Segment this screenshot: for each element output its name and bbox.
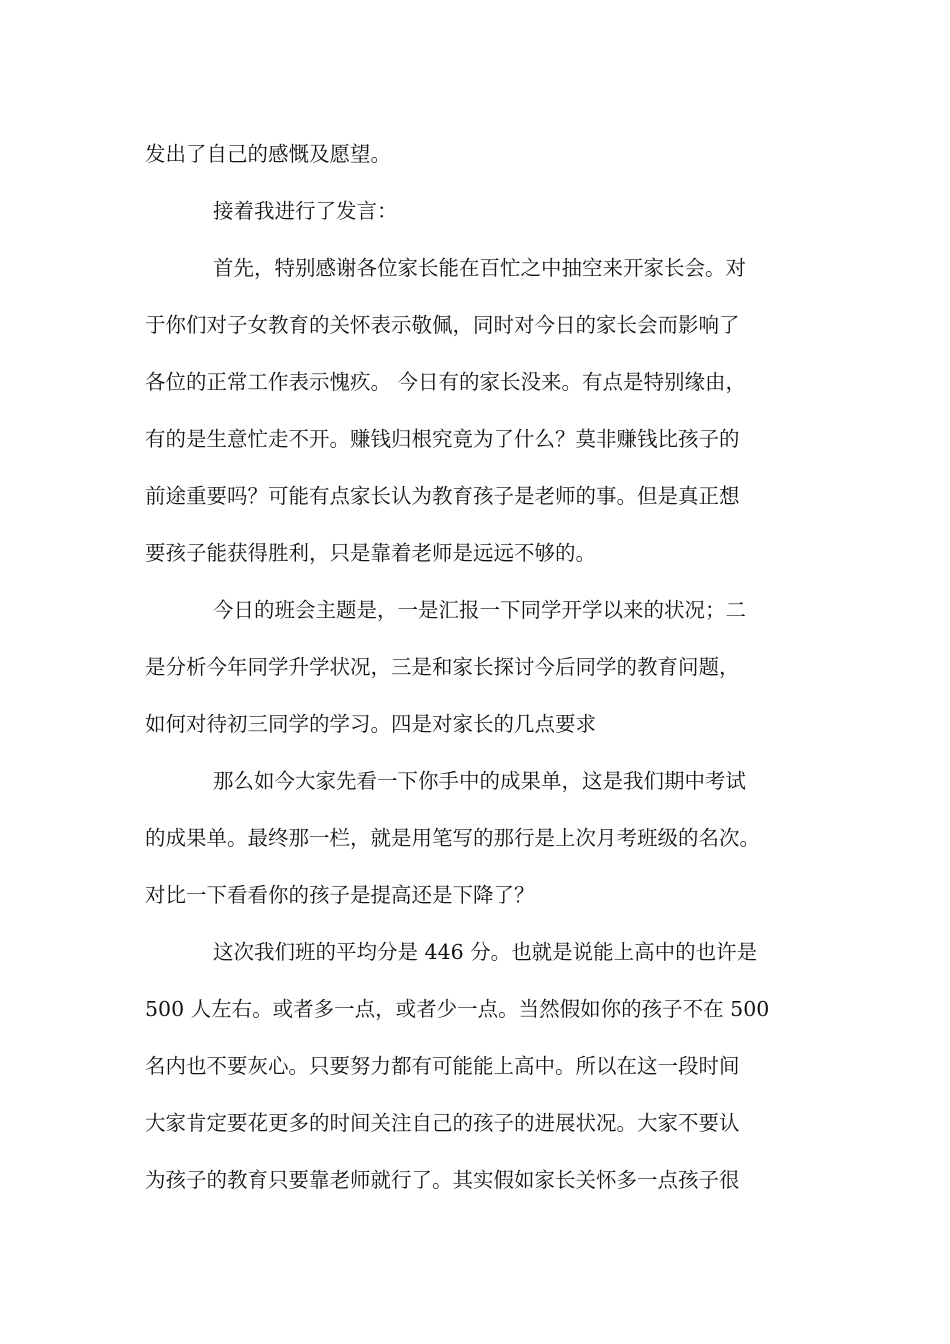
- paragraph-first-line: 接着我进行了发言：: [213, 199, 398, 223]
- text-line: 发出了自己的感慨及愿望。: [145, 142, 391, 166]
- text-line: 为孩子的教育只要靠老师就行了。其实假如家长关怀多一点孩子很: [145, 1168, 740, 1192]
- paragraph-first-line: 首先，特别感谢各位家长能在百忙之中抽空来开家长会。对: [213, 256, 746, 280]
- text-line: 各位的正常工作表示愧疚。 今日有的家长没来。有点是特别缘由，: [145, 370, 747, 394]
- text-line: 对比一下看看你的孩子是提高还是下降了？: [145, 883, 535, 907]
- text-line: 如何对待初三同学的学习。四是对家长的几点要求: [145, 712, 596, 736]
- paragraph-first-line: 今日的班会主题是，一是汇报一下同学开学以来的状况；二: [213, 598, 746, 622]
- text-line: 要孩子能获得胜利，只是靠着老师是远远不够的。: [145, 541, 596, 565]
- document-body: [145, 126, 810, 1209]
- text-line: 是分析今年同学升学状况，三是和家长探讨今后同学的教育问题，: [145, 655, 740, 679]
- text-line: 于你们对子女教育的关怀表示敬佩，同时对今日的家长会而影响了: [145, 313, 740, 337]
- text-line: 500 人左右。或者多一点，或者少一点。当然假如你的孩子不在 500: [145, 997, 770, 1021]
- text-line: 大家肯定要花更多的时间关注自己的孩子的进展状况。大家不要认: [145, 1111, 740, 1135]
- paragraph-first-line: 这次我们班的平均分是 446 分。也就是说能上高中的也许是: [213, 940, 758, 964]
- text-line: 的成果单。最终那一栏，就是用笔写的那行是上次月考班级的名次。: [145, 826, 760, 850]
- paragraph-first-line: 那么如今大家先看一下你手中的成果单，这是我们期中考试: [213, 769, 746, 793]
- text-line: 前途重要吗？可能有点家长认为教育孩子是老师的事。但是真正想: [145, 484, 740, 508]
- text-line: 有的是生意忙走不开。赚钱归根究竟为了什么？莫非赚钱比孩子的: [145, 427, 740, 451]
- text-line: 名内也不要灰心。只要努力都有可能能上高中。所以在这一段时间: [145, 1054, 740, 1078]
